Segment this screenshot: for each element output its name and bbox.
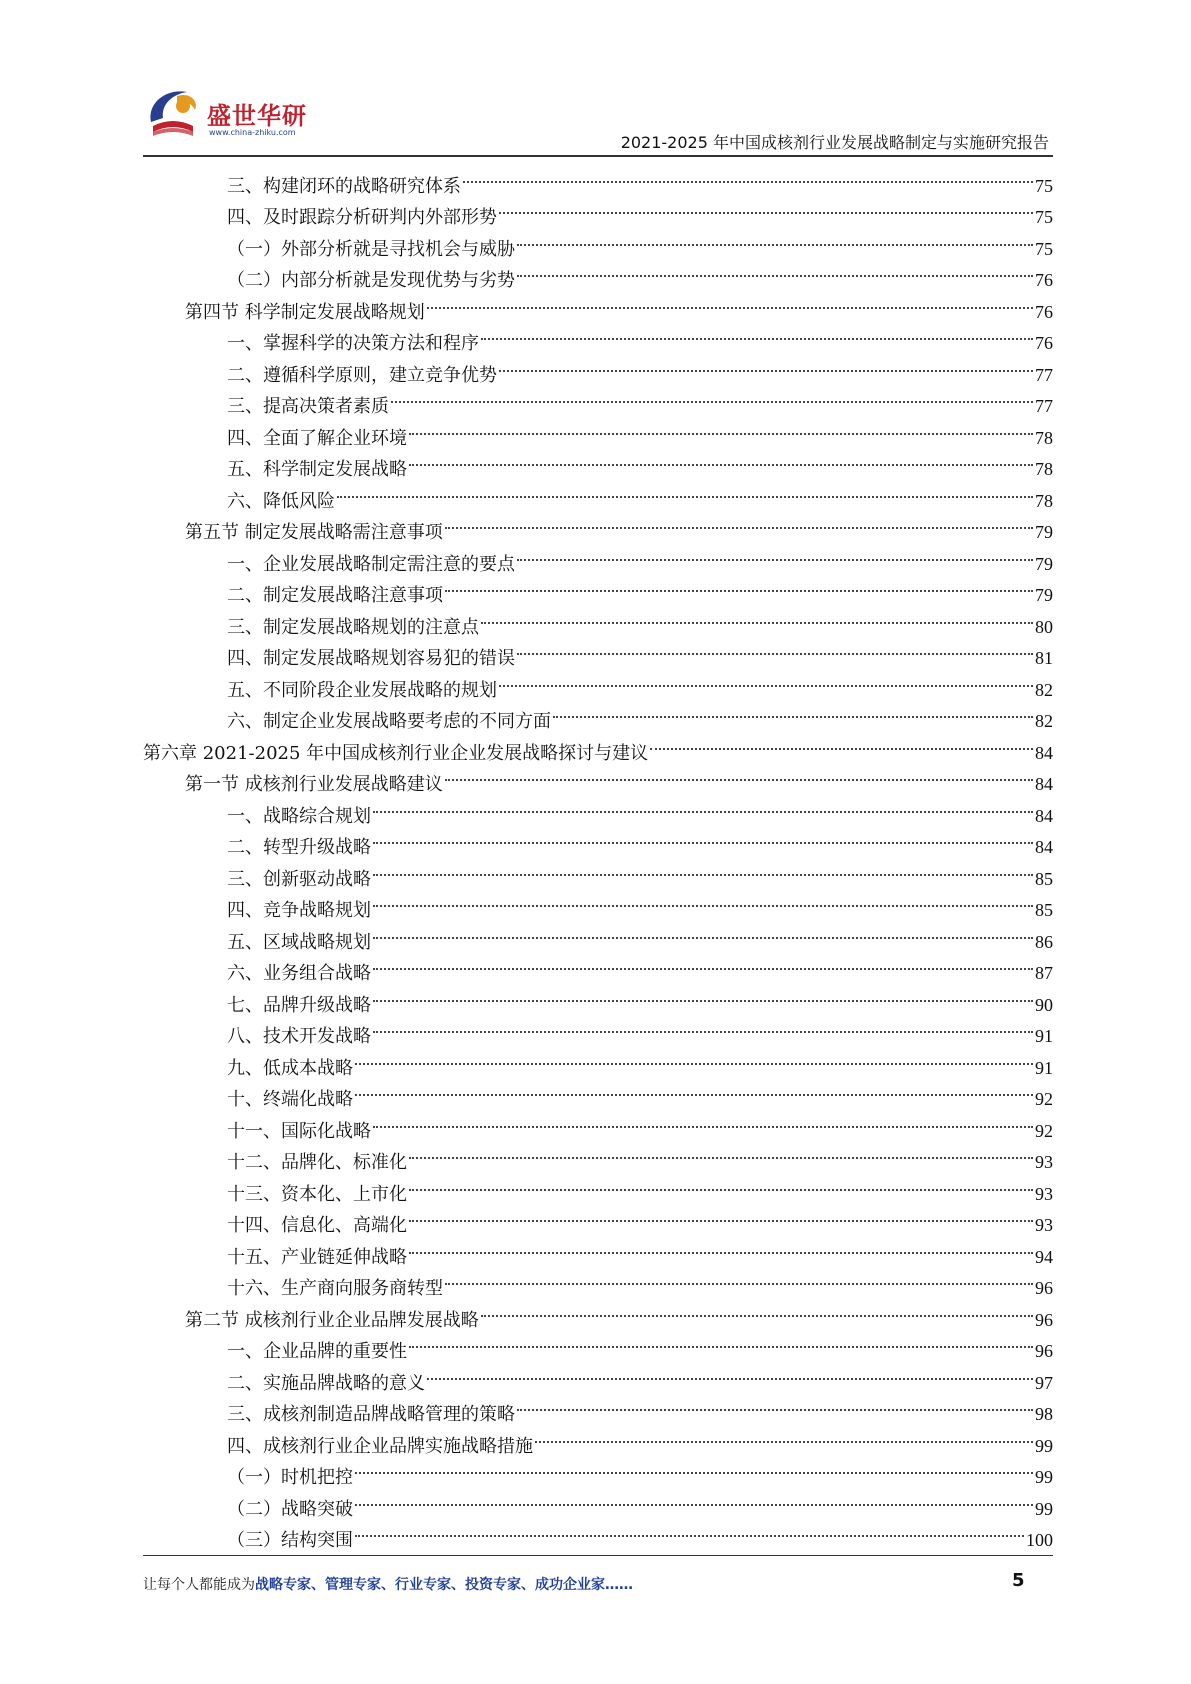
toc-entry-title: 第二节 成核剂行业企业品牌发展战略 (185, 1309, 479, 1331)
toc-entry-page: 91 (1035, 1057, 1053, 1078)
toc-entry-title: 八、技术开发战略 (227, 1026, 371, 1047)
toc-entry-page: 78 (1035, 427, 1053, 448)
toc-entry-page: 84 (1035, 774, 1053, 794)
toc-dot-leader (337, 475, 1033, 507)
report-title: 2021-2025 年中国成核剂行业发展战略制定与实施研究报告 (620, 133, 1049, 152)
toc-entry-title: 二、遵循科学原则，建立竞争优势 (227, 364, 497, 386)
toc-entry-title: 四、竞争战略规划 (227, 900, 371, 921)
toc-entry-title: 四、成核剂行业企业品牌实施战略措施 (227, 1435, 533, 1457)
toc-entry-page: 99 (1035, 1467, 1053, 1487)
toc-entry[interactable] (143, 160, 1053, 197)
toc-entry-title: 四、全面了解企业环境 (227, 427, 407, 449)
toc-dot-leader (373, 948, 1033, 980)
toc-entry-page: 77 (1035, 396, 1053, 416)
toc-entry-page: 97 (1035, 1372, 1053, 1393)
toc-entry-page: 78 (1035, 490, 1053, 511)
toc-entry-page: 84 (1035, 742, 1053, 763)
toc-dot-leader (445, 759, 1033, 791)
toc-entry-title: （二）内部分析就是发现优势与劣势 (227, 270, 515, 291)
toc-entry-title: 十四、信息化、高端化 (227, 1215, 407, 1236)
toc-dot-leader (373, 916, 1033, 948)
toc-dot-leader (427, 1357, 1033, 1389)
toc-entry-title: 二、实施品牌战略的意义 (227, 1372, 425, 1394)
toc-entry-title: 十二、品牌化、标准化 (227, 1152, 407, 1173)
table-of-contents (143, 160, 1053, 1551)
toc-entry-page: 77 (1035, 364, 1053, 385)
page-number: 5 (1012, 1570, 1025, 1591)
toc-entry-title: 五、不同阶段企业发展战略的规划 (227, 679, 497, 701)
toc-dot-leader (355, 1483, 1033, 1515)
toc-entry-title: 四、及时跟踪分析研判内外部形势 (227, 207, 497, 228)
toc-entry-page: 84 (1035, 805, 1053, 826)
toc-entry-title: 二、制定发展战略注意事项 (227, 585, 443, 606)
toc-dot-leader (499, 664, 1033, 696)
toc-entry-title: 第六章 2021-2025 年中国成核剂行业企业发展战略探讨与建议 (143, 742, 649, 764)
toc-entry-page: 87 (1035, 963, 1053, 983)
toc-entry-title: 六、降低风险 (227, 490, 335, 512)
toc-dot-leader (517, 633, 1033, 665)
toc-entry-title: 二、转型升级战略 (227, 837, 371, 858)
logo-text: 盛世华研 (207, 102, 307, 130)
toc-entry-title: 十一、国际化战略 (227, 1120, 371, 1142)
toc-entry-title: 五、区域战略规划 (227, 931, 371, 953)
toc-dot-leader (499, 349, 1033, 381)
toc-dot-leader (481, 1294, 1033, 1326)
toc-entry-page: 90 (1035, 994, 1053, 1015)
header-divider (143, 155, 1053, 157)
logo-url: www.china-zhiku.com (209, 128, 296, 137)
toc-entry-page: 82 (1035, 679, 1053, 700)
toc-entry-title: 三、制定发展战略规划的注意点 (227, 616, 479, 638)
toc-dot-leader (355, 1074, 1033, 1106)
toc-entry-title: 第四节 科学制定发展战略规划 (185, 301, 425, 323)
toc-entry-page: 78 (1035, 459, 1053, 479)
toc-dot-leader (517, 538, 1033, 570)
toc-dot-leader (499, 192, 1033, 224)
toc-entry-page: 92 (1035, 1120, 1053, 1141)
toc-dot-leader (535, 1420, 1033, 1452)
toc-dot-leader (409, 1137, 1033, 1169)
toc-entry-page: 76 (1035, 301, 1053, 322)
toc-dot-leader (517, 1389, 1033, 1421)
toc-entry-page: 84 (1035, 837, 1053, 857)
toc-entry-title: 三、构建闭环的战略研究体系 (227, 175, 461, 197)
toc-dot-leader (481, 601, 1033, 633)
toc-entry-title: 一、企业品牌的重要性 (227, 1341, 407, 1362)
toc-dot-leader (355, 1515, 1024, 1547)
toc-entry-title: 三、创新驱动战略 (227, 868, 371, 890)
toc-entry-page: 94 (1035, 1246, 1053, 1267)
toc-entry-title: （二）战略突破 (227, 1498, 353, 1520)
toc-entry-title: 六、业务组合战略 (227, 963, 371, 984)
toc-dot-leader (409, 1168, 1033, 1200)
toc-dot-leader (409, 412, 1033, 444)
toc-entry-page: 82 (1035, 711, 1053, 731)
toc-entry-page: 75 (1035, 207, 1053, 227)
toc-dot-leader (373, 979, 1033, 1011)
toc-dot-leader (373, 822, 1033, 854)
toc-entry-title: 三、成核剂制造品牌战略管理的策略 (227, 1404, 515, 1425)
toc-entry-page: 99 (1035, 1435, 1053, 1456)
toc-entry-page: 85 (1035, 868, 1053, 889)
toc-dot-leader (355, 1452, 1033, 1484)
toc-entry-title: 十六、生产商向服务商转型 (227, 1278, 443, 1299)
toc-dot-leader (391, 381, 1033, 413)
toc-entry-page: 75 (1035, 175, 1053, 196)
toc-dot-leader (373, 1105, 1033, 1137)
toc-entry-page: 76 (1035, 333, 1053, 353)
toc-entry-page: 86 (1035, 931, 1053, 952)
toc-entry-title: 九、低成本战略 (227, 1057, 353, 1079)
toc-dot-leader (409, 444, 1033, 476)
toc-dot-leader (445, 1263, 1033, 1295)
toc-dot-leader (373, 885, 1033, 917)
toc-dot-leader (463, 160, 1033, 192)
slogan-prefix: 让每个人都能成为 (143, 1577, 255, 1593)
toc-entry-title: （一）外部分析就是寻找机会与威胁 (227, 238, 515, 260)
toc-dot-leader (650, 727, 1033, 759)
toc-entry-page: 93 (1035, 1152, 1053, 1172)
toc-entry-title: 第一节 成核剂行业发展战略建议 (185, 774, 443, 795)
toc-entry-title: 六、制定企业发展战略要考虑的不同方面 (227, 711, 551, 732)
toc-entry-page: 79 (1035, 553, 1053, 574)
toc-entry-page: 96 (1035, 1341, 1053, 1361)
toc-entry-page: 79 (1035, 585, 1053, 605)
toc-entry-title: 十三、资本化、上市化 (227, 1183, 407, 1205)
toc-entry-page: 92 (1035, 1089, 1053, 1109)
toc-entry-title: 五、科学制定发展战略 (227, 459, 407, 480)
toc-entry-title: 七、品牌升级战略 (227, 994, 371, 1016)
toc-dot-leader (373, 1011, 1033, 1043)
toc-dot-leader (517, 255, 1033, 287)
toc-entry-title: 一、企业发展战略制定需注意的要点 (227, 553, 515, 575)
page-header (143, 82, 1053, 157)
toc-dot-leader (373, 790, 1033, 822)
toc-entry-title: 一、掌握科学的决策方法和程序 (227, 333, 479, 354)
toc-entry-page: 79 (1035, 522, 1053, 542)
toc-dot-leader (409, 1200, 1033, 1232)
toc-dot-leader (373, 853, 1033, 885)
toc-dot-leader (445, 570, 1033, 602)
toc-entry-title: （一）时机把控 (227, 1467, 353, 1488)
toc-entry-title: 三、提高决策者素质 (227, 396, 389, 417)
slogan-highlight: 战略专家、管理专家、行业专家、投资专家、成功企业家…… (255, 1577, 633, 1593)
toc-dot-leader (355, 1042, 1033, 1074)
toc-dot-leader (427, 286, 1033, 318)
toc-entry-title: 十五、产业链延伸战略 (227, 1246, 407, 1268)
toc-entry-page: 100 (1026, 1530, 1053, 1550)
toc-entry-title: 一、战略综合规划 (227, 805, 371, 827)
toc-entry-page: 93 (1035, 1215, 1053, 1235)
toc-entry-page: 96 (1035, 1309, 1053, 1330)
company-logo (143, 82, 313, 142)
toc-dot-leader (409, 1231, 1033, 1263)
toc-entry-title: （三）结构突围 (227, 1530, 353, 1551)
toc-entry-title: 十、终端化战略 (227, 1089, 353, 1110)
toc-entry-page: 93 (1035, 1183, 1053, 1204)
toc-entry-page: 81 (1035, 648, 1053, 668)
footer-slogan (143, 1574, 633, 1594)
toc-entry-page: 76 (1035, 270, 1053, 290)
toc-entry-title: 第五节 制定发展战略需注意事项 (185, 522, 443, 543)
toc-dot-leader (553, 696, 1033, 728)
toc-entry-page: 96 (1035, 1278, 1053, 1298)
toc-entry-page: 98 (1035, 1404, 1053, 1424)
footer-divider (143, 1555, 1053, 1556)
logo-emblem-icon (143, 82, 213, 142)
toc-entry-title: 四、制定发展战略规划容易犯的错误 (227, 648, 515, 669)
toc-dot-leader (517, 223, 1033, 255)
toc-entry-page: 85 (1035, 900, 1053, 920)
toc-entry-page: 99 (1035, 1498, 1053, 1519)
toc-dot-leader (445, 507, 1033, 539)
toc-dot-leader (481, 318, 1033, 350)
toc-entry-page: 80 (1035, 616, 1053, 637)
toc-entry-page: 75 (1035, 238, 1053, 259)
toc-entry-page: 91 (1035, 1026, 1053, 1046)
toc-dot-leader (409, 1326, 1033, 1358)
